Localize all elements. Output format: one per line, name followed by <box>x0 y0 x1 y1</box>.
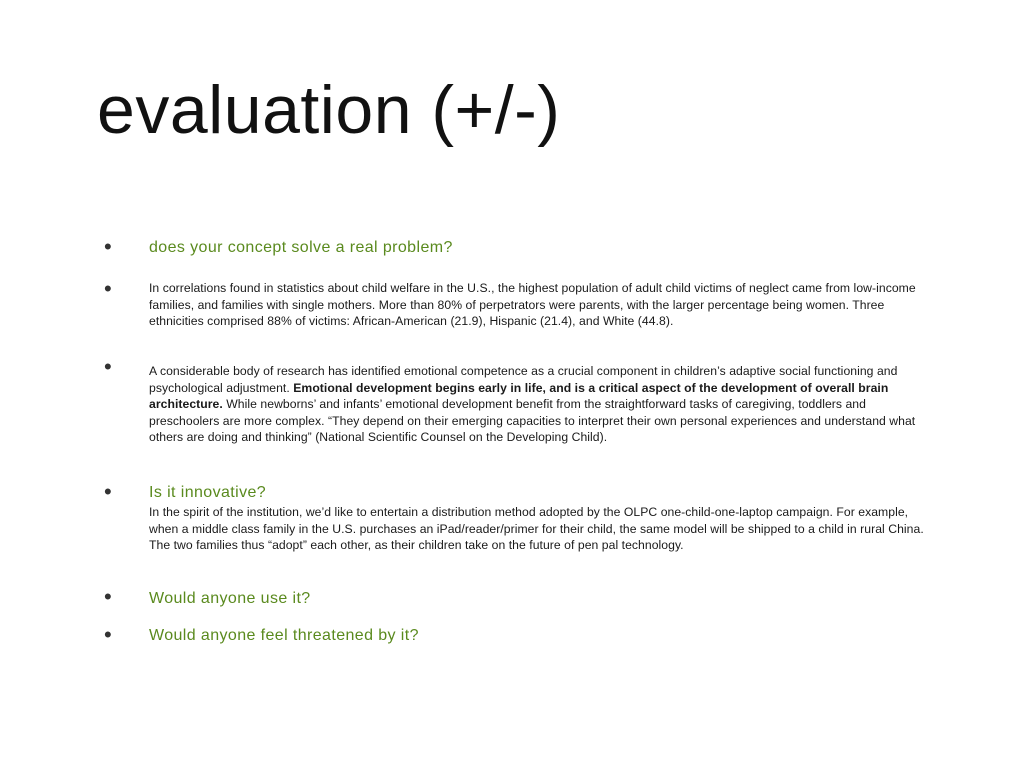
bullet-5: • <box>104 584 112 609</box>
question-real-problem: does your concept solve a real problem? <box>149 239 453 256</box>
bullet-3: • <box>104 354 112 379</box>
paragraph-emotional-competence-bold: Emotional development begins early in life, and is a critical aspect of the development of overall brain architecture. <box>149 380 889 411</box>
bullet-4: • <box>104 479 112 504</box>
paragraph-statistics: In correlations found in statistics about child welfare in the U.S., the highest population of adult child victims of neglect came from low-income families, and families with single mothers. More than 80% of perpetrators were parents, with the larger percentage being women. Three ethnicities comprised 88% of victims: African-American (21.9), Hispanic (21.4), and White (44.8). <box>149 281 916 328</box>
question-innovative: Is it innovative? <box>149 484 267 501</box>
slide-title: evaluation (+/-) <box>97 72 561 148</box>
question-would-use: Would anyone use it? <box>149 590 311 607</box>
bullet-6: • <box>104 622 112 647</box>
bullet-2: • <box>104 276 112 301</box>
question-threatened: Would anyone feel threatened by it? <box>149 627 419 644</box>
bullet-1: • <box>104 234 112 259</box>
paragraph-emotional-competence <box>149 363 929 446</box>
paragraph-emotional-competence-rest: While newborns’ and infants’ emotional development benefit from the straightforward tasks of caregiving, toddlers and preschoolers are more complex. “They depend on their emerging capacities to interpret their own personal experiences and understand what others are doing and thinking” (National Scientific Counsel on the Developing Child). <box>149 397 916 444</box>
paragraph-distribution: In the spirit of the institution, we’d like to entertain a distribution method adopted by the OLPC one-child-one-laptop campaign. For example, when a middle class family in the U.S. purchases an iPad/reader/primer for their child, the same model will be shipped to a child in rural China. The two families thus “adopt” each other, as their children take on the future of pen pal technology. <box>149 505 924 552</box>
paragraph-emotional-competence-intro: A considerable body of research has identified emotional competence as a crucial component in children’s adaptive social functioning and psychological adjustment. <box>149 364 898 395</box>
